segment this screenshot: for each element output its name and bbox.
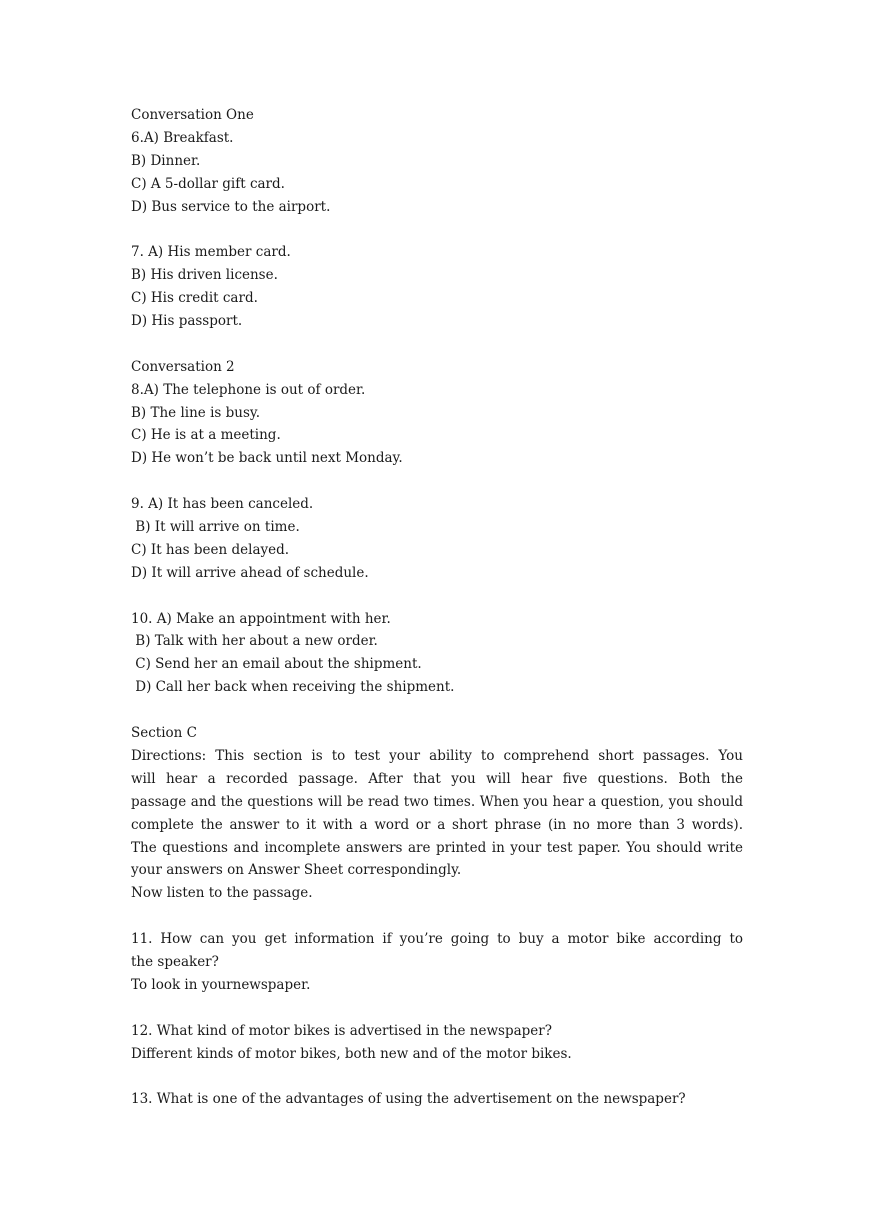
q6-option-d: D) Bus service to the airport. xyxy=(131,198,331,215)
q11-question-line: the speaker? xyxy=(131,953,219,970)
q10-option-d: D) Call her back when receiving the shipment. xyxy=(131,679,455,696)
q11-question xyxy=(131,928,743,974)
document-page xyxy=(131,104,743,1111)
spacer xyxy=(131,1065,743,1088)
q9-option-b: B) It will arrive on time. xyxy=(131,519,300,536)
q8-option-b: B) The line is busy. xyxy=(131,404,260,421)
directions-line: will hear a recorded passage. After that you will hear five questions. Both the xyxy=(131,770,743,787)
q7-option-c: C) His credit card. xyxy=(131,290,258,307)
q10-option-a: 10. A) Make an appointment with her. xyxy=(131,610,391,627)
q11-question-line: 11. How can you get information if you’re going to buy a motor bike according to xyxy=(131,931,743,948)
q8-option-d: D) He won’t be back until next Monday. xyxy=(131,450,403,467)
q10-option-b: B) Talk with her about a new order. xyxy=(131,633,378,650)
section-c-heading: Section C xyxy=(131,725,197,742)
directions-line: The questions and incomplete answers are printed in your test paper. You should write xyxy=(131,839,743,856)
q9-option-d: D) It will arrive ahead of schedule. xyxy=(131,564,369,581)
q6-option-c: C) A 5-dollar gift card. xyxy=(131,175,285,192)
spacer xyxy=(131,218,743,241)
q12-answer: Different kinds of motor bikes, both new and of the motor bikes. xyxy=(131,1045,572,1062)
directions-line: Directions: This section is to test your ability to comprehend short passages. You xyxy=(131,747,743,764)
q8-option-a: 8.A) The telephone is out of order. xyxy=(131,381,366,398)
q13-question: 13. What is one of the advantages of using the advertisement on the newspaper? xyxy=(131,1091,686,1108)
q11-answer: To look in yournewspaper. xyxy=(131,976,311,993)
listen-instruction: Now listen to the passage. xyxy=(131,885,313,902)
directions-line: complete the answer to it with a word or a short phrase (in no more than 3 words). xyxy=(131,816,743,833)
conversation-one-heading: Conversation One xyxy=(131,107,254,123)
directions-line: your answers on Answer Sheet correspondingly. xyxy=(131,862,462,879)
q8-option-c: C) He is at a meeting. xyxy=(131,427,281,444)
q7-option-a: 7. A) His member card. xyxy=(131,244,291,261)
q6-option-a: 6.A) Breakfast. xyxy=(131,129,234,146)
q9-option-a: 9. A) It has been canceled. xyxy=(131,496,314,513)
spacer xyxy=(131,470,743,493)
q12-question: 12. What kind of motor bikes is advertised in the newspaper? xyxy=(131,1022,552,1039)
spacer xyxy=(131,333,743,356)
q6-option-b: B) Dinner. xyxy=(131,152,201,169)
spacer xyxy=(131,997,743,1020)
q7-option-d: D) His passport. xyxy=(131,313,243,330)
q7-option-b: B) His driven license. xyxy=(131,267,278,284)
directions-line: passage and the questions will be read two times. When you hear a question, you should xyxy=(131,793,743,810)
spacer xyxy=(131,905,743,928)
q9-option-c: C) It has been delayed. xyxy=(131,541,290,558)
conversation-two-heading: Conversation 2 xyxy=(131,358,235,375)
q10-option-c: C) Send her an email about the shipment. xyxy=(131,656,422,673)
section-c-directions xyxy=(131,745,743,882)
spacer xyxy=(131,585,743,608)
spacer xyxy=(131,699,743,722)
